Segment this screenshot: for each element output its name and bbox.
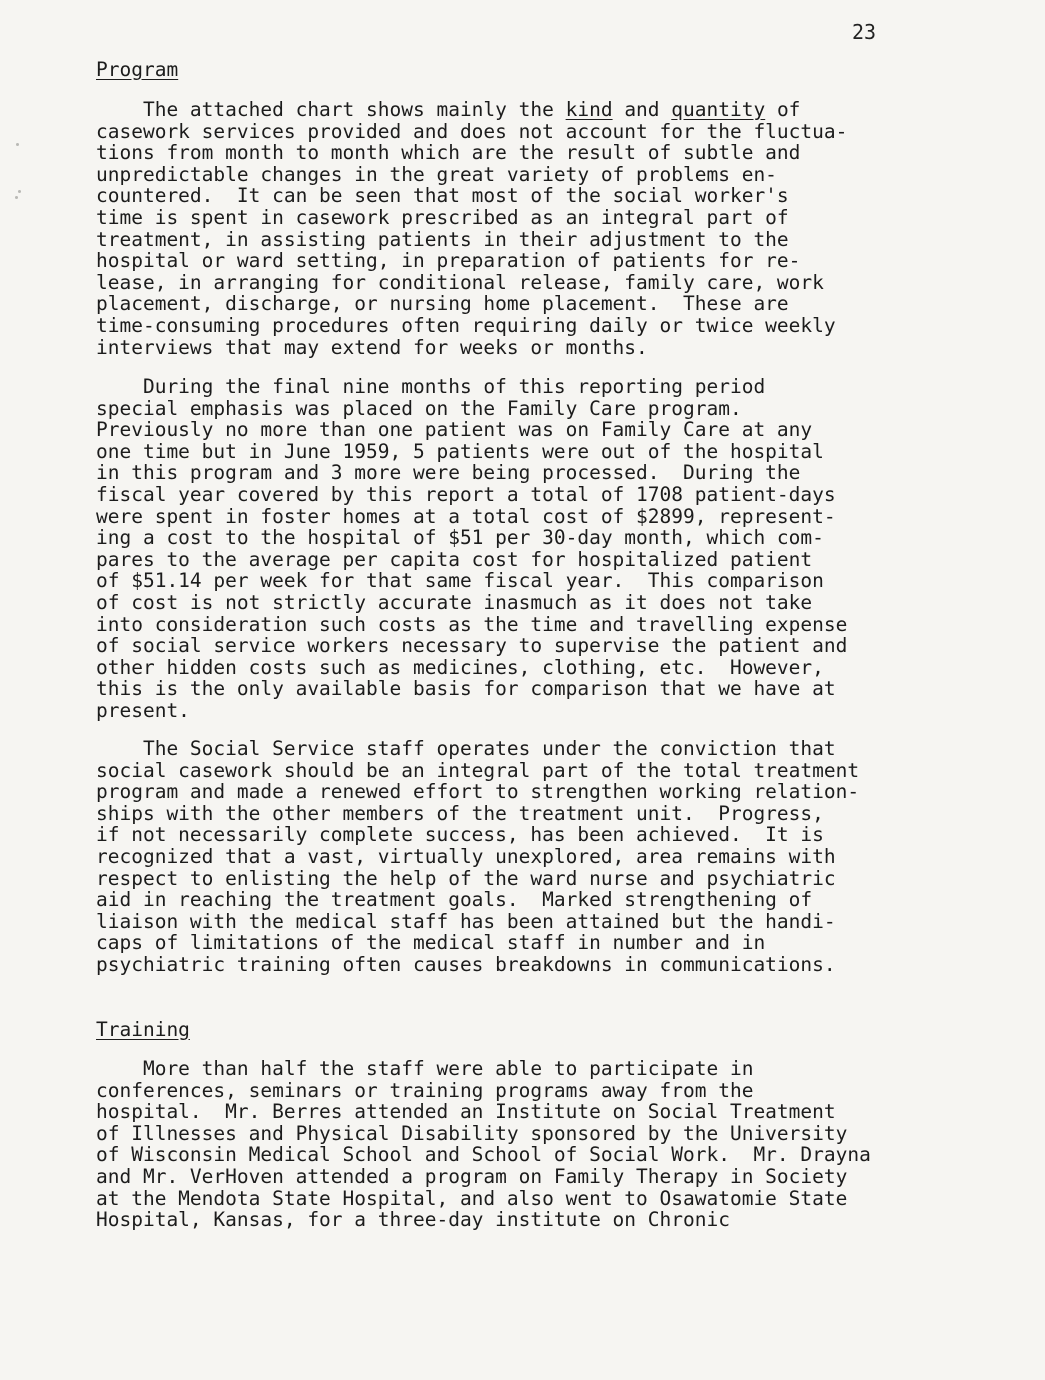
paragraph-line: placement, discharge, or nursing home placement. These are xyxy=(96,292,789,316)
paragraph-line: of cost is not strictly accurate inasmuch as it does not take xyxy=(96,590,813,614)
training-paragraph-1 xyxy=(96,1058,871,1231)
paragraph-line: and Mr. VerHoven attended a program on Family Therapy in Society xyxy=(96,1164,848,1188)
paragraph-line: caps of limitations of the medical staff in number and in xyxy=(96,931,766,955)
paragraph-line: in this program and 3 more were being processed. During the xyxy=(96,461,801,485)
scan-speck xyxy=(18,190,21,193)
paragraph-line: respect to enlisting the help of the ward nurse and psychiatric xyxy=(96,866,836,890)
paragraph-line: of social service workers necessary to supervise the patient and xyxy=(96,634,848,658)
paragraph-line: of Illnesses and Physical Disability sponsored by the University xyxy=(96,1121,848,1145)
page-number: 23 xyxy=(852,20,877,44)
paragraph-line: During the final nine months of this reporting period xyxy=(96,375,766,398)
paragraph-line: pares to the average per capita cost for hospitalized patient xyxy=(96,547,813,571)
paragraph-line: tions from month to month which are the result of subtle and xyxy=(96,141,801,165)
text-run: The attached chart shows mainly the xyxy=(96,98,566,121)
paragraph-line: liaison with the medical staff has been attained but the handi- xyxy=(96,909,836,933)
paragraph-line: Hospital, Kansas, for a three-day institute on Chronic xyxy=(96,1208,730,1232)
paragraph-line: More than half the staff were able to participate in xyxy=(96,1057,754,1080)
paragraph-line: hospital. Mr. Berres attended an Institute on Social Treatment xyxy=(96,1100,836,1124)
paragraph-line: Previously no more than one patient was on Family Care at any xyxy=(96,418,813,442)
paragraph-line: special emphasis was placed on the Family Care program. xyxy=(96,396,742,420)
scan-speck xyxy=(15,196,18,199)
paragraph-line: The Social Service staff operates under the conviction that xyxy=(96,737,836,760)
paragraph-line: treatment, in assisting patients in their adjustment to the xyxy=(96,227,789,251)
program-paragraph-1 xyxy=(96,99,847,358)
paragraph-line: if not necessarily complete success, has been achieved. It is xyxy=(96,823,824,847)
training-heading: Training xyxy=(96,1018,190,1041)
paragraph-line: conferences, seminars or training programs away from the xyxy=(96,1078,754,1102)
paragraph-line: one time but in June 1959, 5 patients were out of the hospital xyxy=(96,439,824,463)
program-heading: Program xyxy=(96,58,179,81)
paragraph-line: into consideration such costs as the time and travelling expense xyxy=(96,612,848,636)
paragraph-line: of Wisconsin Medical School and School of Social Work. Mr. Drayna xyxy=(96,1143,871,1167)
paragraph-line: at the Mendota State Hospital, and also went to Osawatomie State xyxy=(96,1186,848,1210)
paragraph-line: countered. It can be seen that most of the social worker's xyxy=(96,184,789,208)
paragraph-line: psychiatric training often causes breakdowns in communications. xyxy=(96,952,836,976)
program-paragraph-3 xyxy=(96,738,859,976)
underlined-word-kind: kind xyxy=(565,98,613,121)
paragraph-line: recognized that a vast, virtually unexplored, area remains with xyxy=(96,844,836,868)
text-run: and xyxy=(612,98,672,121)
paragraph-line: aid in reaching the treatment goals. Marked strengthening of xyxy=(96,888,813,912)
paragraph-line: of $51.14 per week for that same fiscal year. This comparison xyxy=(96,569,824,593)
paragraph-line: present. xyxy=(96,698,190,722)
paragraph-line: time is spent in casework prescribed as an integral part of xyxy=(96,205,789,229)
paragraph-line: hospital or ward setting, in preparation of patients for re- xyxy=(96,249,801,273)
paragraph-line: program and made a renewed effort to strengthen working relation- xyxy=(96,780,860,804)
paragraph-line: social casework should be an integral part of the total treatment xyxy=(96,758,860,782)
paragraph-line: casework services provided and does not account for the fluctua- xyxy=(96,119,848,143)
paragraph-line: were spent in foster homes at a total cost of $2899, represent- xyxy=(96,504,836,528)
paragraph-line xyxy=(96,99,847,121)
underlined-word-quantity: quantity xyxy=(671,98,766,121)
paragraph-line: other hidden costs such as medicines, clothing, etc. However, xyxy=(96,655,824,679)
program-paragraph-2 xyxy=(96,376,847,722)
paragraph-line: this is the only available basis for comparison that we have at xyxy=(96,677,836,701)
paragraph-line: unpredictable changes in the great variety of problems en- xyxy=(96,162,777,186)
paragraph-line: fiscal year covered by this report a total of 1708 patient-days xyxy=(96,482,836,506)
paragraph-line: ing a cost to the hospital of $51 per 30-day month, which com- xyxy=(96,526,824,550)
text-run: of xyxy=(765,98,801,121)
paragraph-line: time-consuming procedures often requiring daily or twice weekly xyxy=(96,313,836,337)
paragraph-line: ships with the other members of the treatment unit. Progress, xyxy=(96,801,824,825)
paragraph-line: lease, in arranging for conditional release, family care, work xyxy=(96,270,824,294)
scan-speck xyxy=(16,143,19,146)
paragraph-line: interviews that may extend for weeks or months. xyxy=(96,335,648,359)
